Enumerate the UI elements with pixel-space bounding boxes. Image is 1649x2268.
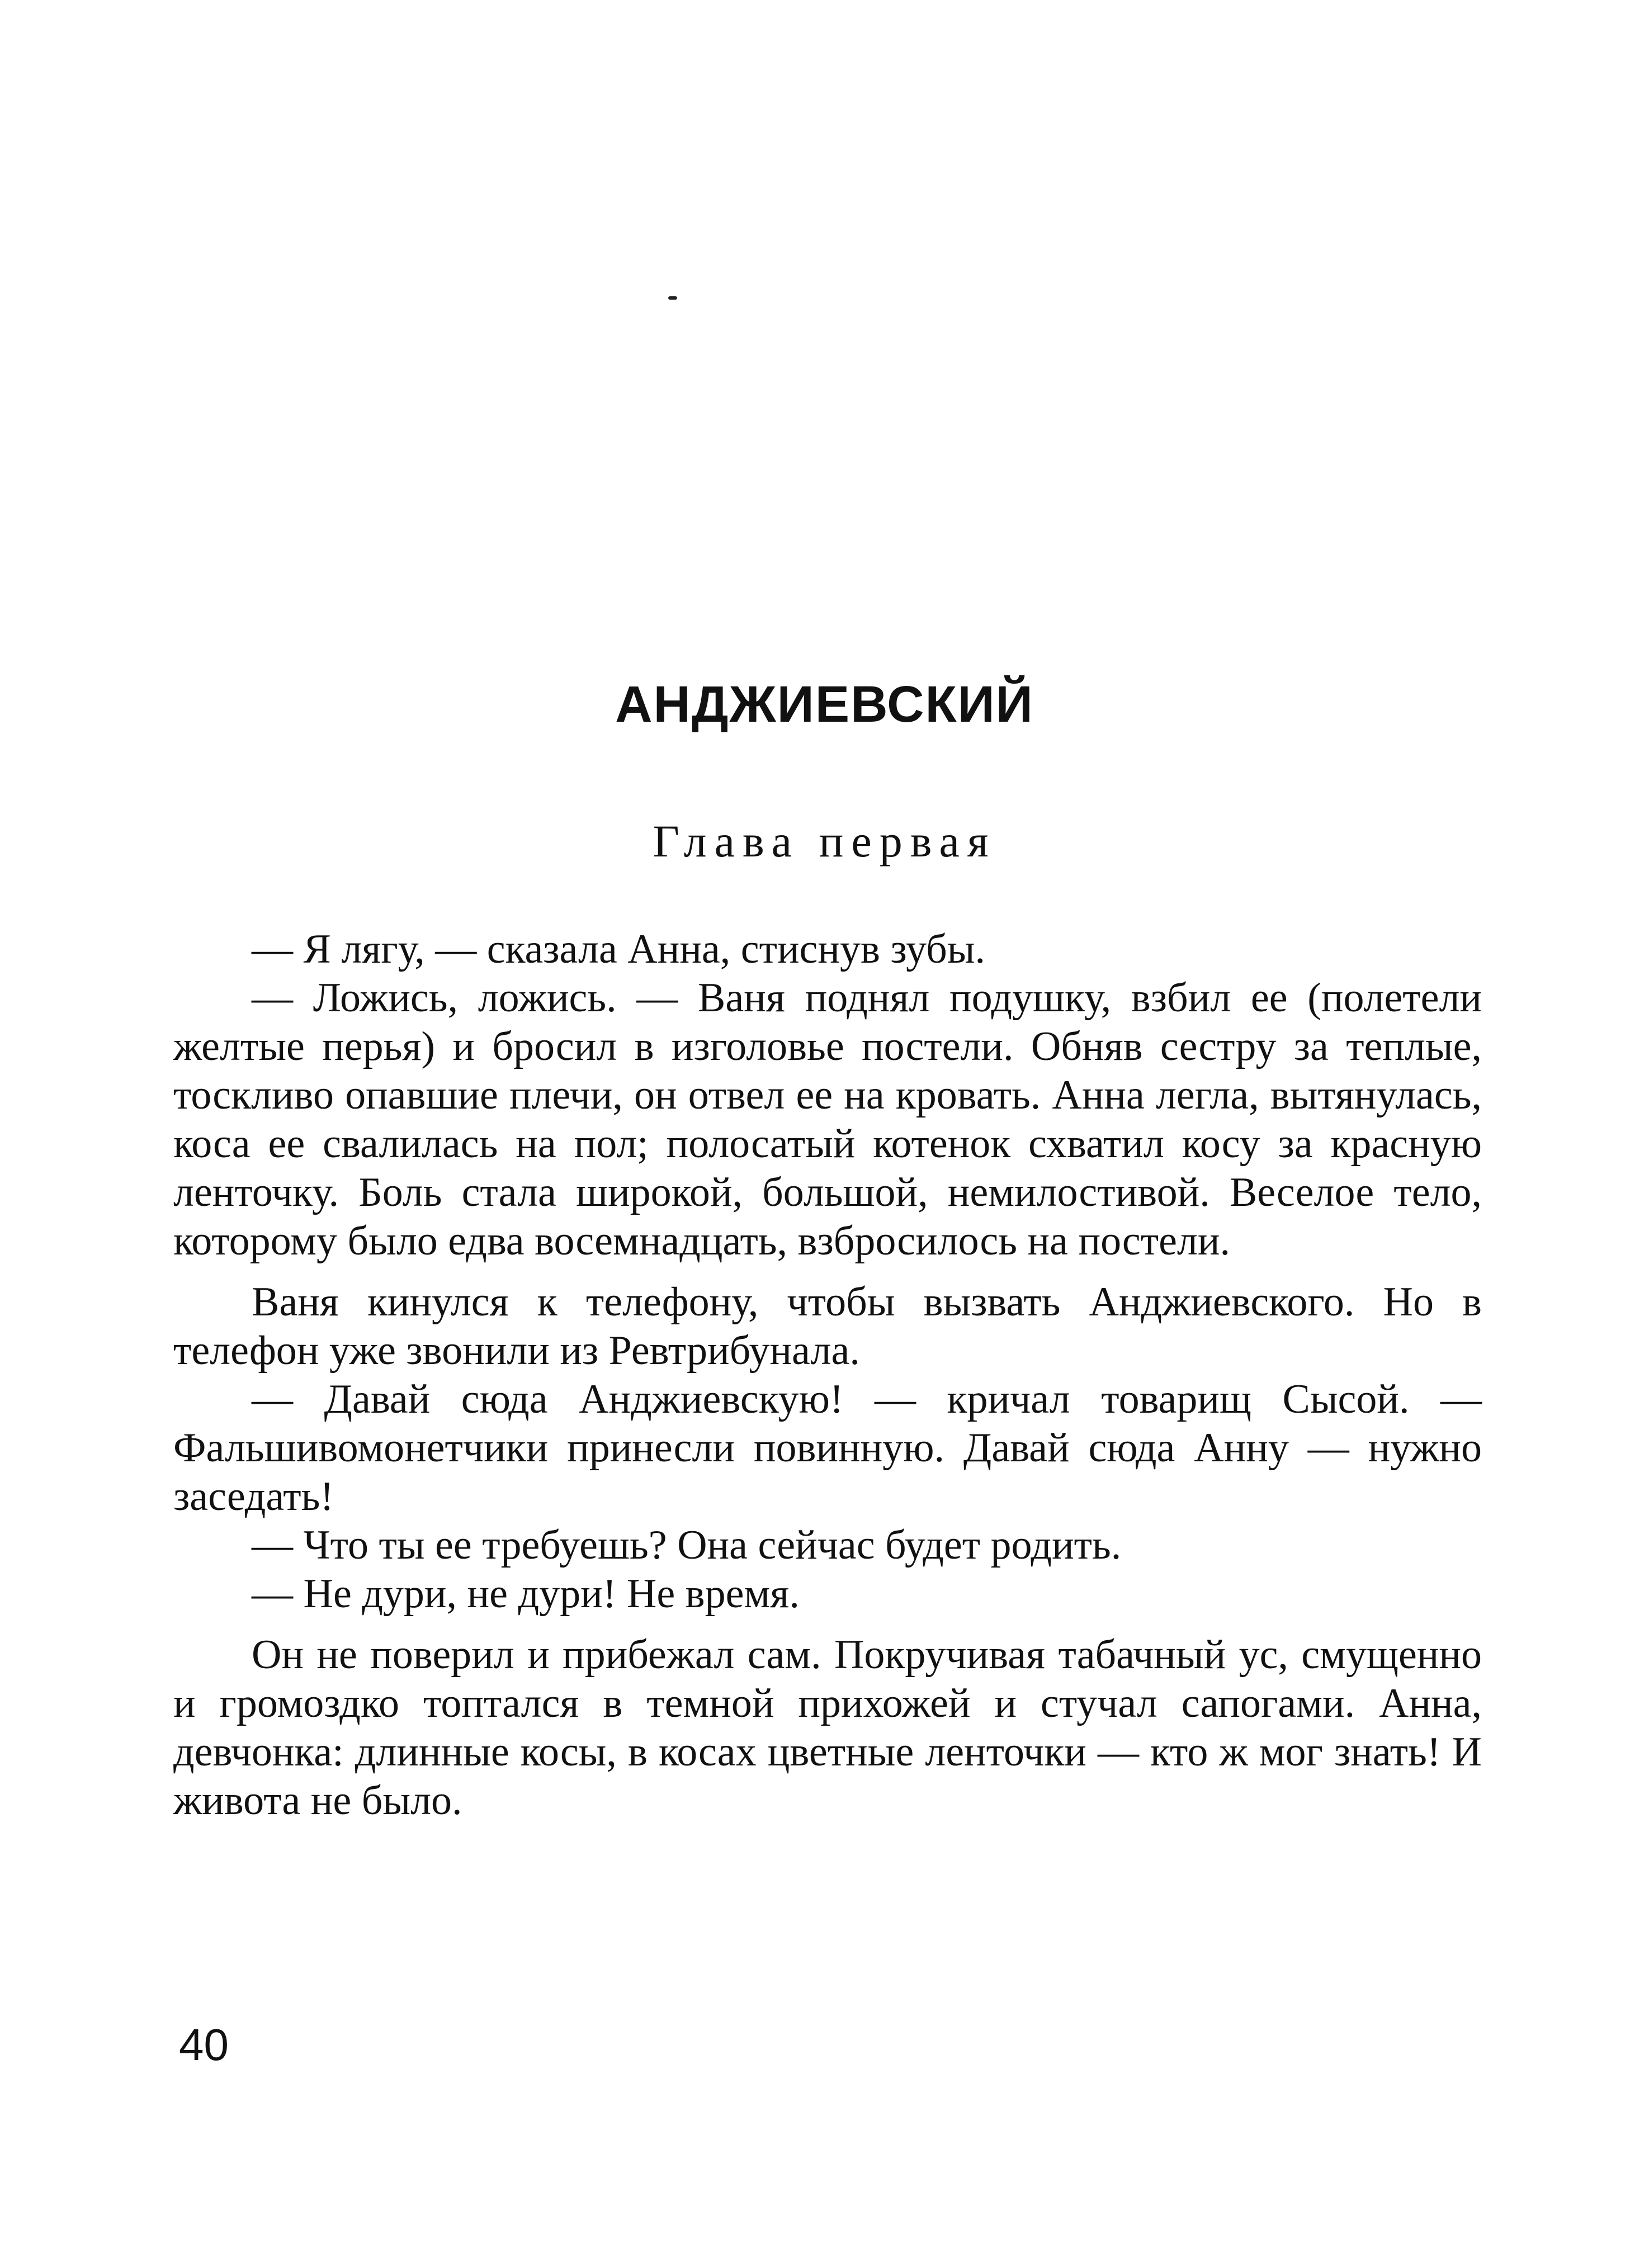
paragraph: — Не дури, не дури! Не время.	[252, 1571, 800, 1617]
paragraph: Ваня кинулся к телефону, чтобы вызвать Анджиевского. Но в телефон уже звонили из Ревтрибунала.	[173, 1279, 1482, 1374]
paragraph: — Ложись, ложись. — Ваня поднял подушку, взбил ее (полетели желтые перья) и бросил в изголовье постели. Обняв сестру за теплые, тоскливо опавшие плечи, он отвел ее на кровать. Анна легла, вытянулась, коса ее свалилась на пол; полосатый котенок схватил косу за красную ленточку. Боль стала широкой, большой, немилостивой. Веселое тело, которому было едва восемнадцать, взбросилось на постели.	[173, 975, 1482, 1264]
paragraph: — Давай сюда Анджиевскую! — кричал товарищ Сысой. — Фальшивомонетчики принесли повинную. Давай сюда Анну — нужно заседать!	[173, 1376, 1482, 1519]
page-number: 40	[179, 2020, 229, 2070]
chapter-heading: Глава первая	[653, 816, 996, 867]
body-text	[173, 925, 1482, 1825]
paragraph: — Что ты ее требуешь? Она сейчас будет родить.	[252, 1522, 1122, 1568]
print-speck	[668, 296, 677, 300]
chapter-title: АНДЖИЕВСКИЙ	[615, 676, 1034, 733]
paragraph: — Я лягу, — сказала Анна, стиснув зубы.	[252, 926, 986, 972]
paragraph: Он не поверил и прибежал сам. Покручивая табачный ус, смущенно и громоздко топтался в темной прихожей и стучал сапогами. Анна, девчонка: длинные косы, в косах цветные ленточки — кто ж мог знать! И живота не было.	[173, 1632, 1482, 1824]
